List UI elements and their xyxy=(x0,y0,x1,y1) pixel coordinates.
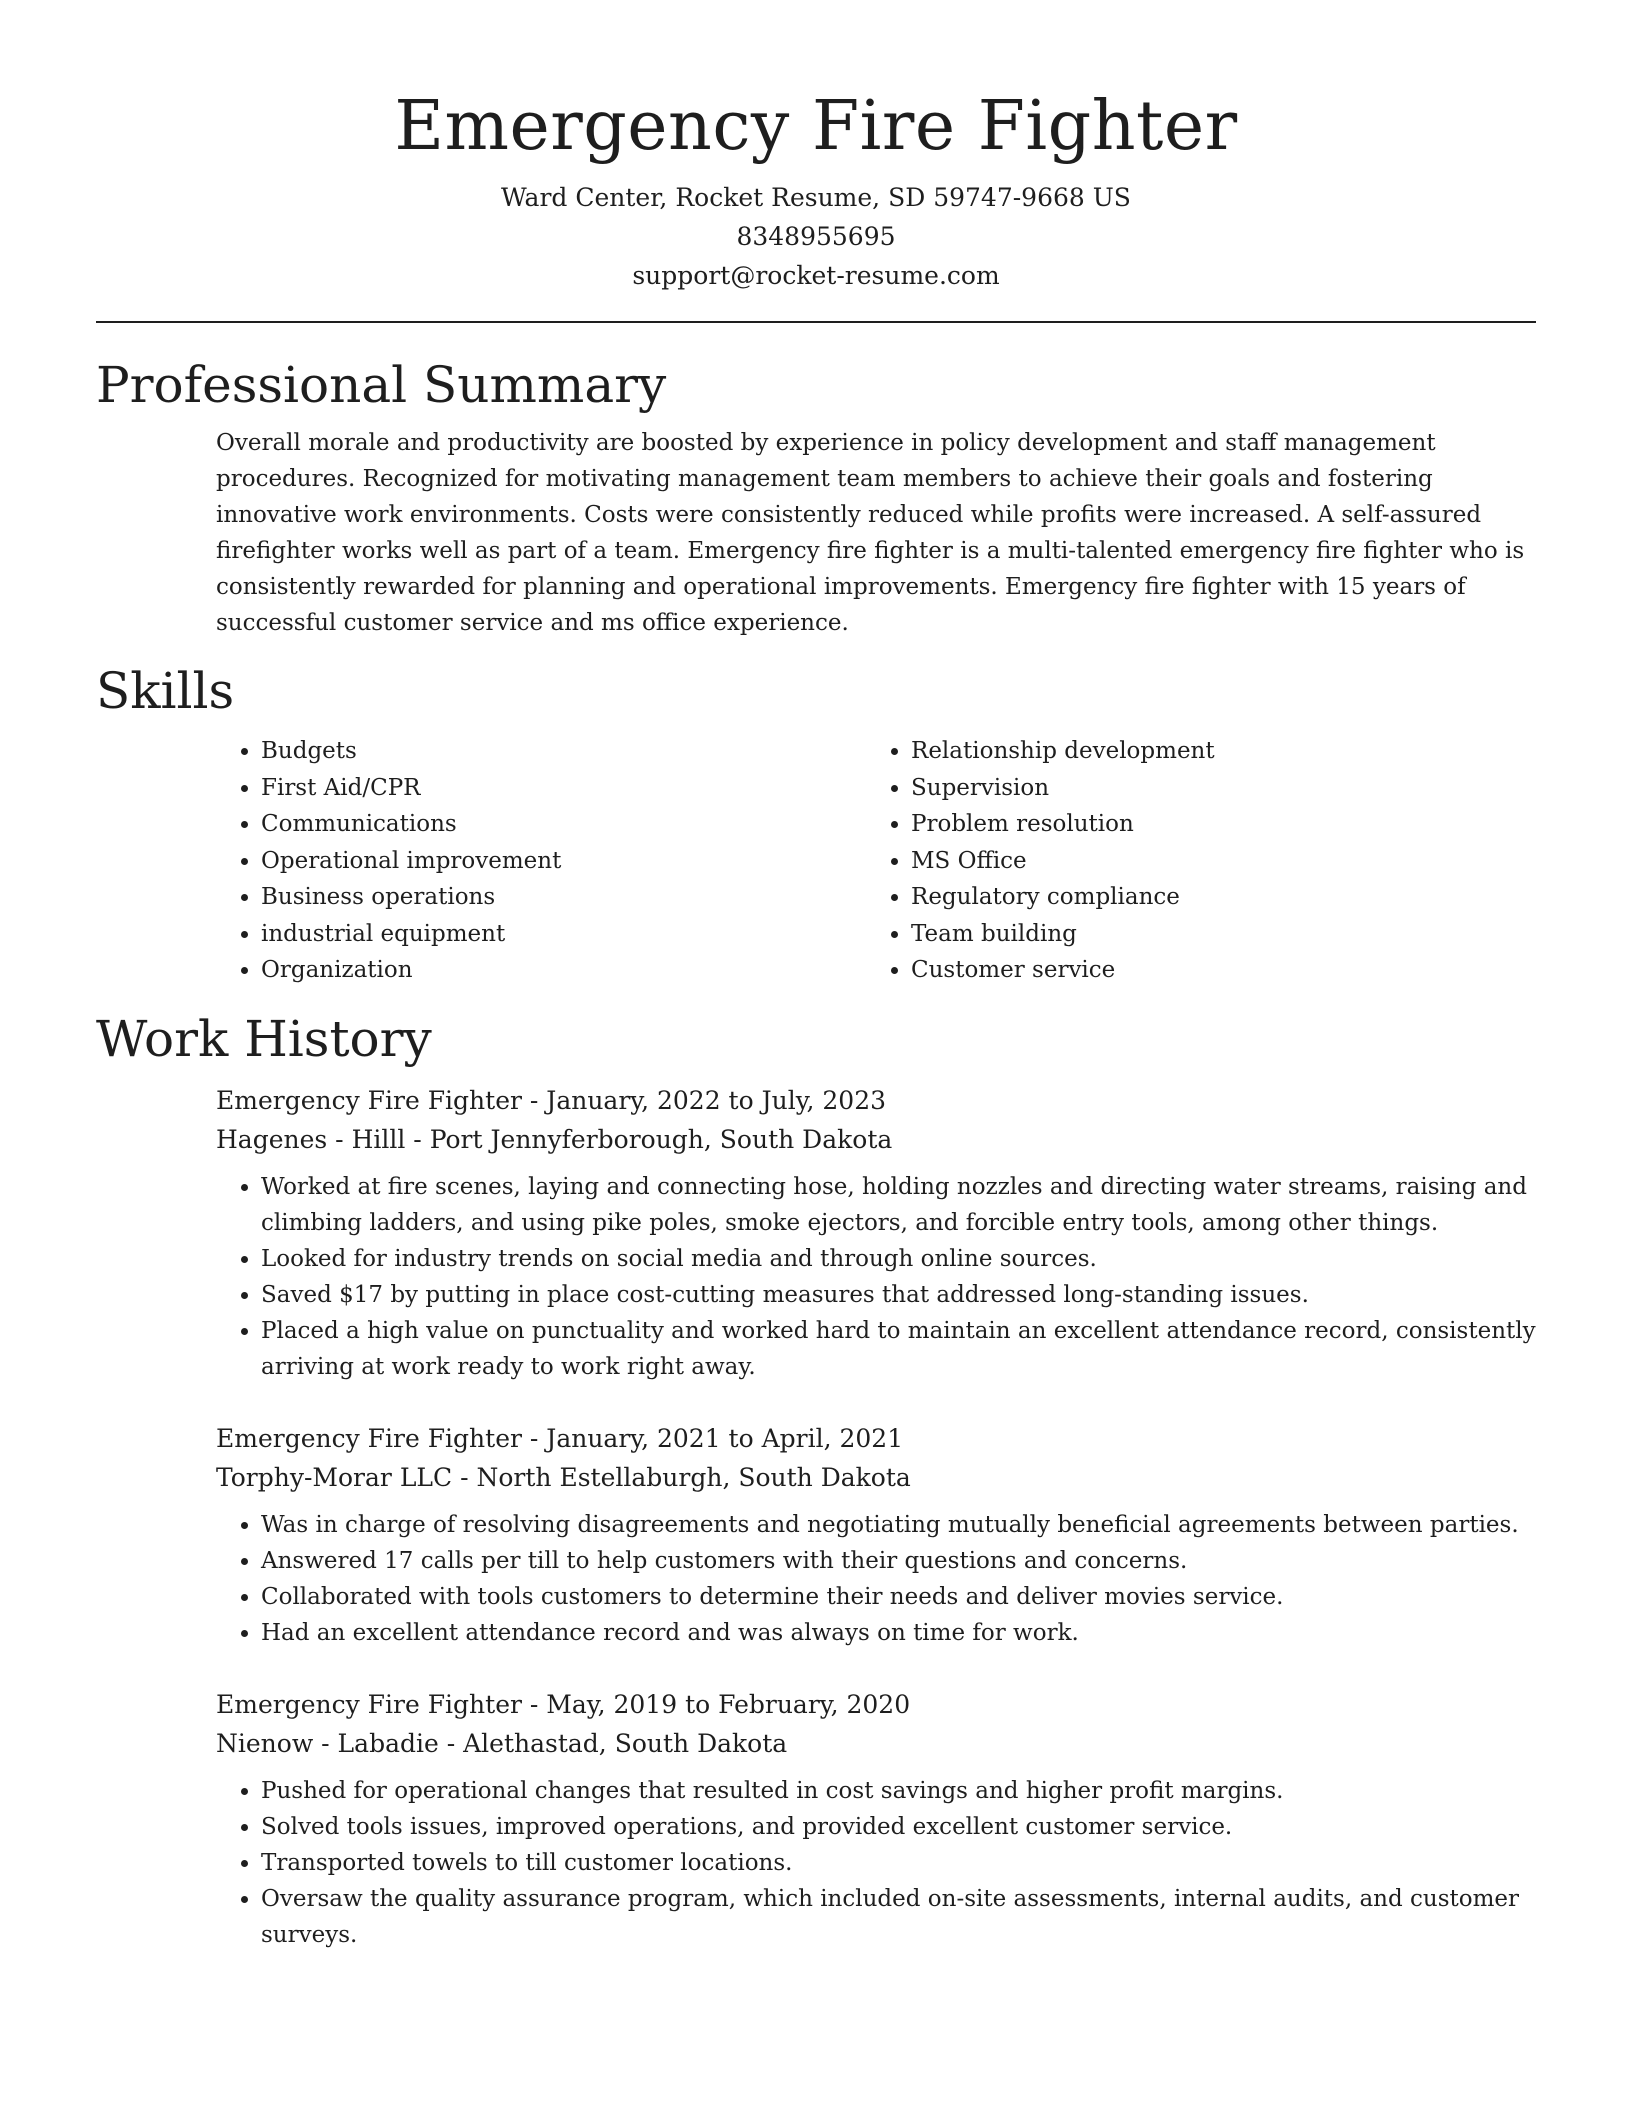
job-company: Torphy-Morar LLC xyxy=(216,1462,453,1492)
job-bullets xyxy=(216,1507,1536,1651)
header-divider xyxy=(96,321,1536,323)
job-bullet: • Was in charge of resolving disagreements and negotiating mutually beneficial agreements between parties. xyxy=(261,1507,1536,1543)
job-company: Hagenes - Hilll xyxy=(216,1124,406,1154)
job-entry xyxy=(216,1419,1536,1651)
skills-grid xyxy=(216,733,1536,989)
job-bullet: • Answered 17 calls per till to help customers with their questions and concerns. xyxy=(261,1543,1536,1579)
skill-item: • Operational improvement xyxy=(261,843,866,880)
job-company-line xyxy=(216,1458,1536,1497)
job-title: Emergency Fire Fighter xyxy=(216,1423,522,1453)
work-history-heading: Work History xyxy=(96,1009,432,1068)
summary-heading: Professional Summary xyxy=(96,356,667,414)
job-bullets xyxy=(216,1169,1536,1385)
job-title: Emergency Fire Fighter xyxy=(216,1085,522,1115)
job-location: - North Estellaburgh, South Dakota xyxy=(452,1462,911,1492)
summary-text: Overall morale and productivity are boosted by experience in policy development and staff management procedures. Recognized for motivating management team members to achieve their goals and fostering innovative work environments. Costs were consistently reduced while profits were increased. A self-assured firefighter works well as part of a team. Emergency fire fighter is a multi-talented emergency fire fighter who is consistently rewarded for planning and operational improvements. Emergency fire fighter with 15 years of successful customer service and ms office experience. xyxy=(216,430,1525,636)
job-bullet: • Pushed for operational changes that resulted in cost savings and higher profit margins. xyxy=(261,1773,1536,1809)
job-company: Nienow - Labadie xyxy=(216,1728,439,1758)
skills-column-left xyxy=(216,733,866,989)
job-bullet: • Oversaw the quality assurance program, which included on-site assessments, internal audits, and customer surveys. xyxy=(261,1881,1536,1953)
skill-item: • Customer service xyxy=(911,952,1215,989)
candidate-name: Emergency Fire Fighter xyxy=(394,87,1238,166)
skills-heading: Skills xyxy=(96,662,235,720)
contact-address: Ward Center, Rocket Resume, SD 59747-9668 US xyxy=(501,183,1131,212)
contact-email: support@rocket-resume.com xyxy=(632,261,1000,290)
skill-item: • Team building xyxy=(911,916,1215,953)
skill-item: • Organization xyxy=(261,952,866,989)
contact-phone: 8348955695 xyxy=(736,222,896,251)
job-bullet: • Placed a high value on punctuality and worked hard to maintain an excellent attendance record, consistently arriving at work ready to work right away. xyxy=(261,1313,1536,1385)
skill-item: • Regulatory compliance xyxy=(911,879,1215,916)
skills-column-right xyxy=(866,733,1215,989)
skill-item: • Problem resolution xyxy=(911,806,1215,843)
job-title-line xyxy=(216,1419,1536,1458)
skill-item: • industrial equipment xyxy=(261,916,866,953)
job-entry xyxy=(216,1081,1536,1385)
job-entry xyxy=(216,1685,1536,1953)
job-title-line xyxy=(216,1685,1536,1724)
job-location: - Alethastad, South Dakota xyxy=(438,1728,788,1758)
skill-item: • First Aid/CPR xyxy=(261,770,866,807)
job-bullet: • Collaborated with tools customers to determine their needs and deliver movies service. xyxy=(261,1579,1536,1615)
job-title-line xyxy=(216,1081,1536,1120)
job-bullet: • Looked for industry trends on social media and through online sources. xyxy=(261,1241,1536,1277)
resume-page xyxy=(96,0,1536,1953)
skill-item: • MS Office xyxy=(911,843,1215,880)
skill-item: • Relationship development xyxy=(911,733,1215,770)
job-bullet: • Transported towels to till customer locations. xyxy=(261,1845,1536,1881)
job-bullet: • Saved $17 by putting in place cost-cutting measures that addressed long-standing issues. xyxy=(261,1277,1536,1313)
job-title: Emergency Fire Fighter xyxy=(216,1689,522,1719)
skill-item: • Budgets xyxy=(261,733,866,770)
job-bullets xyxy=(216,1773,1536,1953)
contact-block xyxy=(96,178,1536,295)
job-company-line xyxy=(216,1724,1536,1763)
skill-item: • Communications xyxy=(261,806,866,843)
job-bullet: • Solved tools issues, improved operations, and provided excellent customer service. xyxy=(261,1809,1536,1845)
skill-item: • Business operations xyxy=(261,879,866,916)
job-location: - Port Jennyferborough, South Dakota xyxy=(405,1124,893,1154)
job-bullet: • Worked at fire scenes, laying and connecting hose, holding nozzles and directing water streams, raising and climbing ladders, and using pike poles, smoke ejectors, and forcible entry tools, among other things. xyxy=(261,1169,1536,1241)
job-dates: - January, 2021 to April, 2021 xyxy=(521,1423,904,1453)
skill-item: • Supervision xyxy=(911,770,1215,807)
job-bullet: • Had an excellent attendance record and was always on time for work. xyxy=(261,1615,1536,1651)
job-dates: - January, 2022 to July, 2023 xyxy=(521,1085,887,1115)
job-dates: - May, 2019 to February, 2020 xyxy=(521,1689,911,1719)
job-company-line xyxy=(216,1120,1536,1159)
